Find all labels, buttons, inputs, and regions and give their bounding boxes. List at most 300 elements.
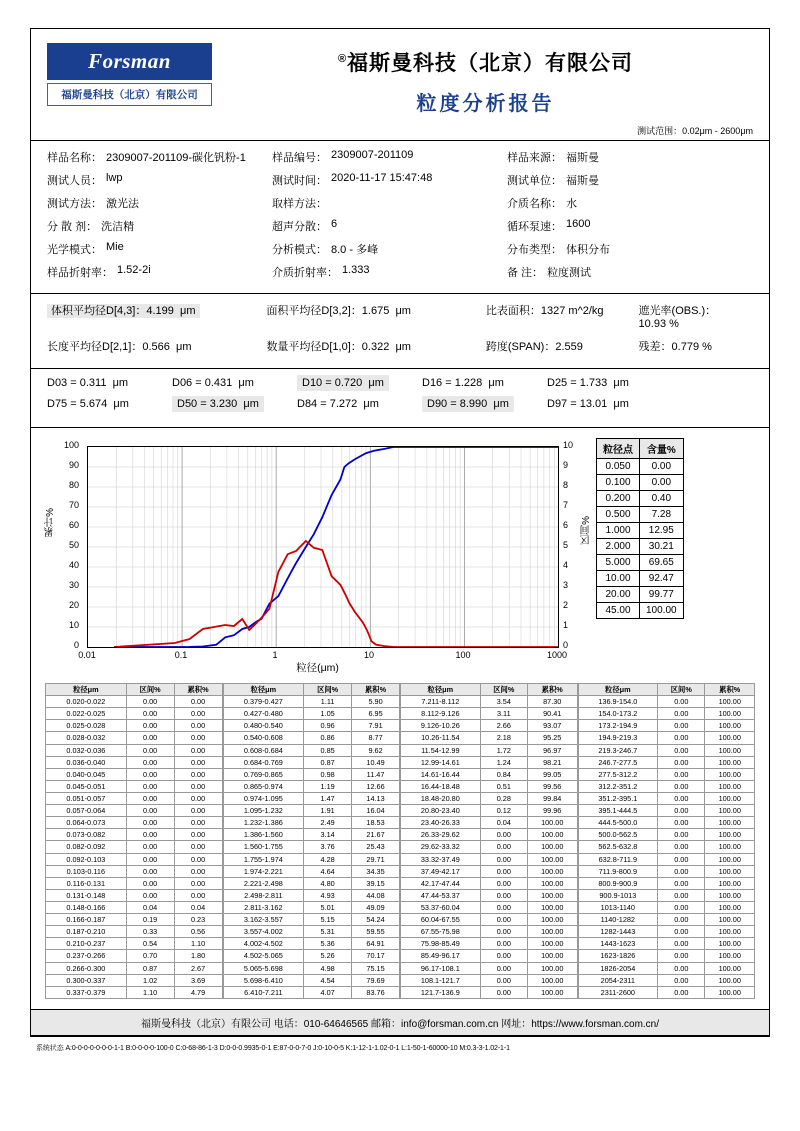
table-row	[578, 732, 755, 744]
y-tick-left: 50	[68, 540, 79, 550]
y-tick-right: 9	[563, 460, 569, 470]
statistics-block	[31, 294, 769, 368]
col-header-cumulative: 累积%	[352, 684, 400, 696]
cell-cumulative: 100.00	[705, 744, 755, 756]
stat-d43: 体积平均径D[4,3]：4.199 μm	[47, 304, 200, 318]
cell-cumulative: 0.00	[174, 744, 222, 756]
table-row	[578, 817, 755, 829]
cell-cumulative: 100.00	[705, 950, 755, 962]
table-row	[223, 877, 400, 889]
table-row	[223, 805, 400, 817]
side-table-cell: 69.65	[640, 555, 684, 571]
cell-cumulative: 100.00	[527, 974, 577, 986]
cell-interval: 0.54	[126, 938, 174, 950]
cell-interval: 4.98	[304, 962, 352, 974]
table-row	[46, 853, 223, 865]
table-row	[223, 914, 400, 926]
cell-cumulative: 0.00	[174, 829, 222, 841]
cell-size-range: 67.55-75.98	[401, 926, 481, 938]
cell-interval: 0.00	[658, 792, 705, 804]
side-table-cell: 12.95	[640, 523, 684, 539]
cell-interval: 0.51	[480, 780, 527, 792]
info-value: 福斯曼	[566, 152, 599, 164]
side-table-header-row	[597, 439, 684, 459]
table-row	[223, 950, 400, 962]
dvalue-label: D75 =	[47, 398, 77, 410]
side-table-cell: 7.28	[640, 507, 684, 523]
cell-cumulative: 100.00	[527, 938, 577, 950]
cell-cumulative: 0.00	[174, 720, 222, 732]
cell-size-range: 0.974-1.095	[223, 792, 304, 804]
cell-cumulative: 7.91	[352, 720, 400, 732]
cell-cumulative: 100.00	[705, 974, 755, 986]
cell-size-range: 0.865-0.974	[223, 780, 304, 792]
table-row	[46, 914, 223, 926]
percentile-block	[31, 369, 769, 427]
cell-interval: 0.00	[480, 986, 527, 998]
stat-residual-label: 残差：	[638, 341, 672, 353]
table-row	[578, 986, 755, 998]
table-row	[46, 877, 223, 889]
cell-interval: 0.00	[658, 720, 705, 732]
side-table-cell: 2.000	[597, 539, 640, 555]
cell-cumulative: 0.00	[174, 768, 222, 780]
cell-interval: 0.00	[126, 889, 174, 901]
info-label: 取样方法：	[272, 198, 327, 210]
cell-interval: 5.15	[304, 914, 352, 926]
cell-size-range: 7.211-8.112	[401, 696, 481, 708]
stat-d32-value: 1.675	[361, 305, 390, 317]
side-table-cell: 20.00	[597, 587, 640, 603]
distribution-table-col4	[578, 683, 756, 999]
y-tick-right: 10	[563, 440, 574, 450]
dvalue-value: 13.01	[579, 398, 608, 410]
footer-contact: 福斯曼科技（北京）有限公司 电话：010-64646565 邮箱：info@forsman.com.cn 网址：https://www.forsman.com.cn/	[31, 1009, 769, 1036]
chart-gridlines	[88, 447, 558, 647]
table-row	[401, 986, 578, 998]
cell-cumulative: 0.00	[174, 841, 222, 853]
x-tick: 100	[455, 650, 471, 660]
cell-interval: 1.10	[126, 986, 174, 998]
cell-cumulative: 1.10	[174, 938, 222, 950]
cell-size-range: 3.162-3.557	[223, 914, 304, 926]
side-table-cell: 1.000	[597, 523, 640, 539]
cell-interval: 2.66	[480, 720, 527, 732]
cell-interval: 0.00	[658, 696, 705, 708]
cell-interval: 0.00	[126, 780, 174, 792]
cell-cumulative: 12.66	[352, 780, 400, 792]
cell-interval: 0.87	[126, 962, 174, 974]
y-tick-left: 100	[63, 440, 79, 450]
cell-size-range: 1.095-1.232	[223, 805, 304, 817]
cell-interval: 0.00	[658, 974, 705, 986]
table-row	[46, 744, 223, 756]
side-table-row	[597, 571, 684, 587]
cell-interval: 0.87	[304, 756, 352, 768]
cell-size-range: 0.022-0.025	[46, 708, 127, 720]
cell-interval: 0.00	[480, 950, 527, 962]
cell-cumulative: 2.67	[174, 962, 222, 974]
info-label: 循环泵速：	[507, 221, 562, 233]
cell-size-range: 0.300-0.337	[46, 974, 127, 986]
system-status-line: 系统状态 A:0-0-0-0-0-0-0-1-1 B:0-0-0-0-100-0 C:0-68-86-1-3 D:0-0-0.9935-0-1 E:87-0-0-7-0 J:0-10-0-5 K:1-12-1-1.02-0-1 L:1-50-1-60000-10 M:0.3-3-1.02-1-1	[36, 1044, 510, 1052]
side-table-cell: 0.050	[597, 459, 640, 475]
cell-cumulative: 100.00	[527, 950, 577, 962]
cell-interval: 0.00	[126, 792, 174, 804]
cell-interval: 0.00	[480, 962, 527, 974]
cell-cumulative: 6.95	[352, 708, 400, 720]
cell-size-range: 312.2-351.2	[578, 780, 658, 792]
y-tick-right: 5	[563, 540, 569, 550]
cell-size-range: 2.221-2.498	[223, 877, 304, 889]
side-table-cell: 10.00	[597, 571, 640, 587]
cell-size-range: 8.112-9.126	[401, 708, 481, 720]
cell-cumulative: 100.00	[527, 877, 577, 889]
cell-interval: 1.11	[304, 696, 352, 708]
col-header-interval: 区间%	[126, 684, 174, 696]
cell-size-range: 16.44-18.48	[401, 780, 481, 792]
report-frame	[30, 28, 770, 1037]
info-label: 样品编号：	[272, 152, 327, 164]
cell-size-range: 4.502-5.065	[223, 950, 304, 962]
cell-cumulative: 100.00	[705, 756, 755, 768]
stat-d10-value: 0.322	[361, 341, 390, 353]
cell-cumulative: 100.00	[527, 986, 577, 998]
info-label: 分析模式：	[272, 244, 327, 256]
table-row	[223, 829, 400, 841]
cell-size-range: 18.48-20.80	[401, 792, 481, 804]
stat-obs-label: 遮光率(OBS.)：	[638, 305, 717, 317]
table-row	[401, 841, 578, 853]
stat-span-label: 跨度(SPAN)：	[485, 341, 556, 353]
cell-cumulative: 99.56	[527, 780, 577, 792]
cell-interval: 0.00	[658, 938, 705, 950]
side-table-cell: 92.47	[640, 571, 684, 587]
col-header-size: 粒径μm	[46, 684, 127, 696]
table-row	[46, 696, 223, 708]
table-row	[223, 768, 400, 780]
cell-cumulative: 100.00	[705, 889, 755, 901]
table-row	[46, 768, 223, 780]
y-tick-right: 1	[563, 620, 569, 630]
chart-x-axis-label: 粒径(μm)	[296, 662, 339, 674]
table-row	[401, 720, 578, 732]
cell-interval: 0.00	[658, 901, 705, 913]
cell-interval: 0.00	[658, 744, 705, 756]
table-row	[46, 817, 223, 829]
cell-interval: 1.47	[304, 792, 352, 804]
table-row	[578, 938, 755, 950]
cell-size-range: 0.131-0.148	[46, 889, 127, 901]
cell-size-range: 1013-1140	[578, 901, 658, 913]
table-row	[223, 780, 400, 792]
cell-interval: 4.54	[304, 974, 352, 986]
cell-interval: 0.28	[480, 792, 527, 804]
cell-interval: 0.00	[126, 720, 174, 732]
cell-cumulative: 100.00	[705, 962, 755, 974]
cell-cumulative: 100.00	[705, 720, 755, 732]
table-row	[401, 889, 578, 901]
x-tick: 1	[272, 650, 278, 660]
cell-cumulative: 70.17	[352, 950, 400, 962]
cell-cumulative: 100.00	[705, 732, 755, 744]
y-tick-left: 20	[68, 600, 79, 610]
cell-size-range: 1.974-2.221	[223, 865, 304, 877]
col-header-size: 粒径μm	[223, 684, 304, 696]
y-tick-left: 30	[68, 580, 79, 590]
cell-cumulative: 100.00	[705, 805, 755, 817]
stat-ssa-value: 1327	[540, 305, 566, 317]
cell-interval: 0.00	[658, 889, 705, 901]
size-point-table	[596, 438, 684, 619]
info-label: 介质名称：	[507, 198, 562, 210]
cell-size-range: 26.33-29.62	[401, 829, 481, 841]
cell-interval: 0.00	[658, 841, 705, 853]
cell-interval: 4.93	[304, 889, 352, 901]
table-row	[401, 768, 578, 780]
table-row	[401, 744, 578, 756]
table-row	[401, 926, 578, 938]
cell-cumulative: 100.00	[527, 962, 577, 974]
col-header-size: 粒径μm	[401, 684, 481, 696]
cell-interval: 0.00	[126, 744, 174, 756]
table-row	[223, 938, 400, 950]
distribution-table-col1	[45, 683, 223, 999]
cell-size-range: 277.5-312.2	[578, 768, 658, 780]
cell-interval: 3.11	[480, 708, 527, 720]
info-value: lwp	[106, 172, 123, 184]
cell-interval: 0.00	[658, 829, 705, 841]
cell-size-range: 75.98-85.49	[401, 938, 481, 950]
cell-interval: 0.04	[480, 817, 527, 829]
cell-cumulative: 100.00	[705, 877, 755, 889]
table-row	[46, 805, 223, 817]
cell-cumulative: 18.53	[352, 817, 400, 829]
info-row	[47, 195, 753, 211]
cell-cumulative: 0.00	[174, 805, 222, 817]
y-tick-left: 10	[68, 620, 79, 630]
table-row	[401, 853, 578, 865]
y-tick-left: 40	[68, 560, 79, 570]
table-row	[46, 841, 223, 853]
cell-interval: 0.00	[126, 708, 174, 720]
cell-cumulative: 5.90	[352, 696, 400, 708]
cell-size-range: 20.80-23.40	[401, 805, 481, 817]
cell-interval: 0.00	[658, 877, 705, 889]
cell-cumulative: 34.35	[352, 865, 400, 877]
stat-span-value: 2.559	[555, 341, 583, 353]
cell-size-range: 6.410-7.211	[223, 986, 304, 998]
cell-cumulative: 3.69	[174, 974, 222, 986]
cell-size-range: 33.32-37.49	[401, 853, 481, 865]
side-table-row	[597, 523, 684, 539]
cell-cumulative: 25.43	[352, 841, 400, 853]
cell-cumulative: 0.00	[174, 817, 222, 829]
y-tick-right: 7	[563, 500, 569, 510]
cell-size-range: 562.5-632.8	[578, 841, 658, 853]
cell-cumulative: 8.77	[352, 732, 400, 744]
info-value: 6	[331, 218, 338, 230]
table-row	[401, 938, 578, 950]
cell-size-range: 900.9-1013	[578, 889, 658, 901]
table-row	[223, 732, 400, 744]
stat-ssa-label: 比表面积：	[485, 305, 541, 317]
cell-interval: 0.00	[480, 829, 527, 841]
cell-cumulative: 1.80	[174, 950, 222, 962]
cell-interval: 0.00	[480, 865, 527, 877]
cell-cumulative: 100.00	[705, 938, 755, 950]
info-row	[47, 241, 753, 257]
table-row	[46, 950, 223, 962]
cell-size-range: 0.032-0.036	[46, 744, 127, 756]
col-header-cumulative: 累积%	[527, 684, 577, 696]
cell-interval: 5.31	[304, 926, 352, 938]
cell-interval: 2.49	[304, 817, 352, 829]
side-table-row	[597, 507, 684, 523]
cell-size-range: 0.210-0.237	[46, 938, 127, 950]
test-range: 测试范围：0.02μm - 2600μm	[637, 126, 753, 136]
cell-cumulative: 83.76	[352, 986, 400, 998]
cell-size-range: 11.54-12.99	[401, 744, 481, 756]
table-header-row	[578, 684, 755, 696]
cell-size-range: 1140-1282	[578, 914, 658, 926]
info-label: 样品来源：	[507, 152, 562, 164]
cell-interval: 0.00	[658, 780, 705, 792]
side-table-cell: 0.200	[597, 491, 640, 507]
cell-cumulative: 100.00	[705, 696, 755, 708]
y-tick-left: 80	[68, 480, 79, 490]
info-value: 8.0 - 多峰	[331, 244, 379, 256]
info-row	[47, 172, 753, 188]
side-table-cell: 0.00	[640, 459, 684, 475]
cell-cumulative: 87.30	[527, 696, 577, 708]
side-table-header: 含量%	[640, 439, 684, 459]
cell-interval: 0.00	[658, 926, 705, 938]
table-row	[401, 962, 578, 974]
x-tick: 0.01	[78, 650, 96, 660]
percentile-row: D03 = 0.311 μm D06 = 0.431 μm D10 = 0.720 μm D16 = 1.228 μm D25 = 1.733 μm	[47, 377, 629, 389]
y-tick-right: 8	[563, 480, 569, 490]
cell-size-range: 0.148-0.166	[46, 901, 127, 913]
cell-interval: 0.00	[480, 926, 527, 938]
table-row	[223, 926, 400, 938]
info-value: 1.52-2i	[117, 264, 151, 276]
cell-size-range: 154.0-173.2	[578, 708, 658, 720]
stat-obs-value: 10.93	[638, 318, 667, 330]
info-value: 水	[566, 198, 577, 210]
cell-interval: 0.00	[126, 756, 174, 768]
cell-size-range: 136.9-154.0	[578, 696, 658, 708]
info-row	[47, 149, 753, 165]
cell-interval: 0.00	[658, 865, 705, 877]
cell-interval: 0.00	[126, 805, 174, 817]
sample-info	[31, 141, 769, 293]
table-row	[401, 708, 578, 720]
table-header-row	[401, 684, 578, 696]
cell-cumulative: 100.00	[527, 914, 577, 926]
table-row	[46, 901, 223, 913]
table-row	[401, 792, 578, 804]
info-label: 备 注：	[507, 267, 544, 279]
cell-size-range: 2.498-2.811	[223, 889, 304, 901]
cell-size-range: 121.7-136.9	[401, 986, 481, 998]
cell-interval: 3.14	[304, 829, 352, 841]
col-header-interval: 区间%	[480, 684, 527, 696]
info-label: 测试单位：	[507, 175, 562, 187]
cell-cumulative: 99.96	[527, 805, 577, 817]
cell-interval: 5.36	[304, 938, 352, 950]
table-row	[578, 792, 755, 804]
cell-cumulative: 0.00	[174, 756, 222, 768]
cell-interval: 5.01	[304, 901, 352, 913]
cell-cumulative: 29.71	[352, 853, 400, 865]
cell-interval: 0.00	[126, 877, 174, 889]
report-header	[31, 29, 769, 122]
table-header-row	[46, 684, 223, 696]
particle-size-chart	[45, 438, 590, 673]
cell-cumulative: 99.05	[527, 768, 577, 780]
cell-cumulative: 75.15	[352, 962, 400, 974]
col-header-cumulative: 累积%	[174, 684, 222, 696]
table-row	[46, 926, 223, 938]
cell-cumulative: 44.08	[352, 889, 400, 901]
cell-size-range: 96.17-108.1	[401, 962, 481, 974]
info-label: 测试时间：	[272, 175, 327, 187]
y-tick-right: 4	[563, 560, 569, 570]
table-row	[578, 853, 755, 865]
cell-cumulative: 100.00	[705, 768, 755, 780]
distribution-tables	[31, 679, 769, 1009]
table-row	[223, 974, 400, 986]
x-tick: 0.1	[174, 650, 188, 660]
col-header-interval: 区间%	[304, 684, 352, 696]
cell-cumulative: 100.00	[705, 829, 755, 841]
cell-cumulative: 0.00	[174, 792, 222, 804]
side-table-row	[597, 555, 684, 571]
cell-cumulative: 100.00	[527, 853, 577, 865]
cell-size-range: 108.1-121.7	[401, 974, 481, 986]
cell-interval: 1.19	[304, 780, 352, 792]
frequency-curve	[114, 541, 558, 647]
dvalue-label: D25 =	[547, 377, 577, 389]
info-value: Mie	[106, 241, 124, 253]
cell-cumulative: 100.00	[527, 901, 577, 913]
table-row	[578, 708, 755, 720]
cell-size-range: 9.126-10.26	[401, 720, 481, 732]
cell-cumulative: 10.49	[352, 756, 400, 768]
cell-cumulative: 0.00	[174, 853, 222, 865]
cell-cumulative: 9.62	[352, 744, 400, 756]
cell-interval: 1.91	[304, 805, 352, 817]
table-row	[223, 708, 400, 720]
table-row	[46, 889, 223, 901]
table-row	[46, 938, 223, 950]
table-row	[401, 805, 578, 817]
cell-interval: 0.00	[126, 732, 174, 744]
cell-interval: 0.00	[658, 817, 705, 829]
x-tick: 10	[363, 650, 374, 660]
side-table-row	[597, 475, 684, 491]
cell-cumulative: 0.00	[174, 889, 222, 901]
cell-size-range: 10.26-11.54	[401, 732, 481, 744]
cell-cumulative: 100.00	[527, 841, 577, 853]
cell-interval: 4.28	[304, 853, 352, 865]
cell-size-range: 395.1-444.5	[578, 805, 658, 817]
cell-interval: 0.00	[126, 768, 174, 780]
cell-size-range: 0.684-0.769	[223, 756, 304, 768]
table-row	[46, 780, 223, 792]
stats-row: 长度平均径D[2,1]：0.566 μm 数量平均径D[1,0]：0.322 μm 跨度(SPAN)：2.559 残差：0.779 %	[47, 341, 712, 353]
